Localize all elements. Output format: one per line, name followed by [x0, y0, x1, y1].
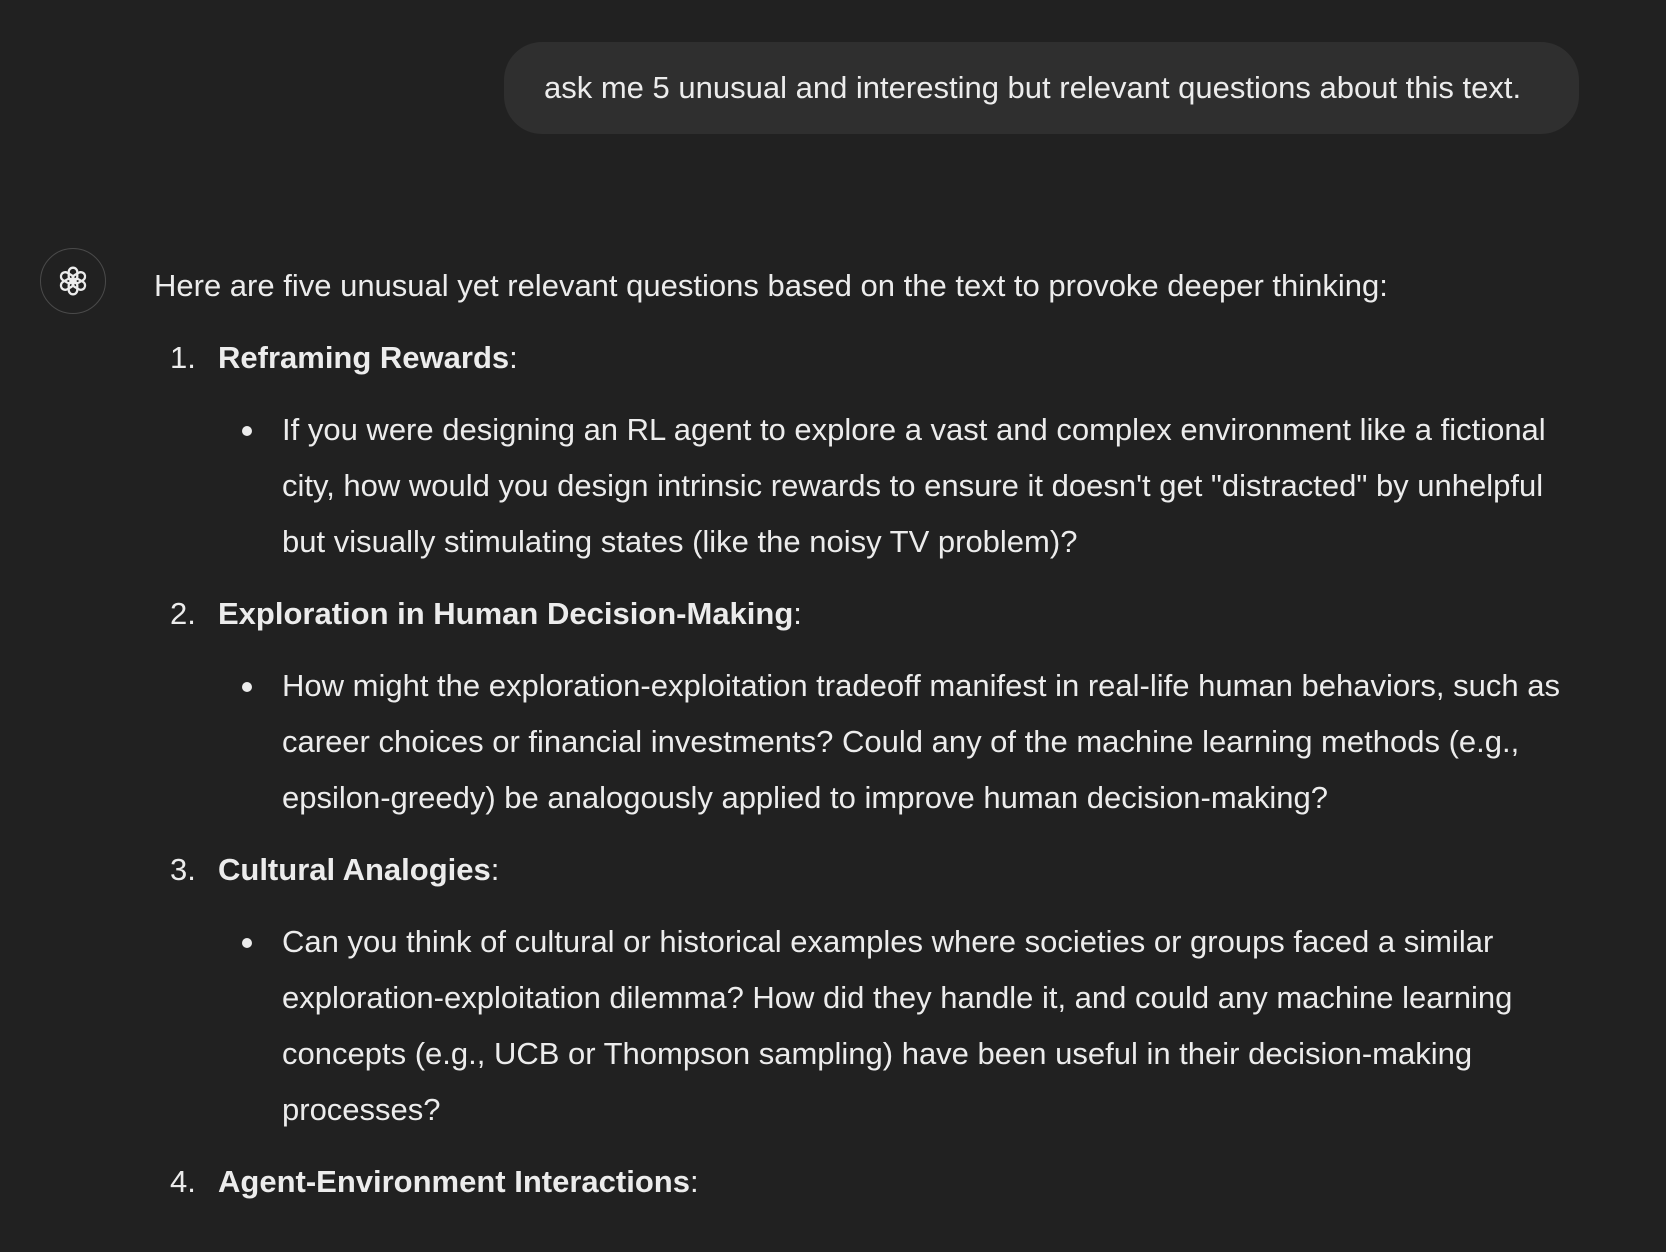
assistant-intro-text: Here are five unusual yet relevant questions based on the text to provoke deeper thinking: — [154, 268, 1388, 303]
bullet-dot-icon — [242, 682, 252, 692]
user-message-text: ask me 5 unusual and interesting but relevant questions about this text. — [544, 70, 1522, 105]
bullet-dot-icon — [242, 938, 252, 948]
bullet-dot-icon — [242, 426, 252, 436]
question-bullet-text: If you were designing an RL agent to explore a vast and complex environment like a fictional city, how would you design intrinsic rewards to ensure it doesn't get "distracted" by unhelpful but visually stimulating states (like the noisy TV problem)? — [282, 412, 1546, 559]
assistant-avatar — [40, 248, 106, 314]
question-colon: : — [490, 852, 500, 887]
question-number: 3. — [170, 852, 196, 887]
question-title: Reframing Rewards — [218, 340, 510, 375]
question-number: 4. — [170, 1164, 196, 1199]
question-item-3 — [154, 842, 1594, 1138]
question-heading — [154, 330, 1594, 386]
question-bullet-text: Can you think of cultural or historical examples where societies or groups faced a similar exploration-exploitation dilemma? How did they handle it, and could any machine learning concepts (e.g., UCB or Thompson sampling) have been useful in their decision-making processes? — [282, 924, 1513, 1127]
assistant-message — [154, 258, 1594, 1226]
question-bullet — [154, 402, 1594, 570]
openai-logo-icon — [54, 262, 92, 300]
question-colon: : — [689, 1164, 699, 1199]
question-bullet — [154, 914, 1594, 1138]
question-bullet-text: How might the exploration-exploitation tradeoff manifest in real-life human behaviors, such as career choices or financial investments? Could any of the machine learning methods (e.g., epsilon-greedy) be analogously applied to improve human decision-making? — [282, 668, 1560, 815]
question-colon: : — [509, 340, 518, 375]
question-bullet — [154, 658, 1594, 826]
question-colon: : — [793, 596, 802, 631]
question-heading — [154, 1154, 1594, 1210]
question-number: 2. — [170, 596, 196, 631]
question-number: 1. — [170, 340, 196, 375]
question-item-1 — [154, 330, 1594, 570]
question-item-2 — [154, 586, 1594, 826]
question-heading — [154, 586, 1594, 642]
question-heading — [154, 842, 1594, 898]
question-item-4 — [154, 1154, 1594, 1210]
question-title: Cultural Analogies — [218, 852, 491, 887]
question-title: Agent-Environment Interactions — [218, 1164, 690, 1199]
question-title: Exploration in Human Decision-Making — [218, 596, 794, 631]
user-message-bubble — [504, 42, 1579, 134]
